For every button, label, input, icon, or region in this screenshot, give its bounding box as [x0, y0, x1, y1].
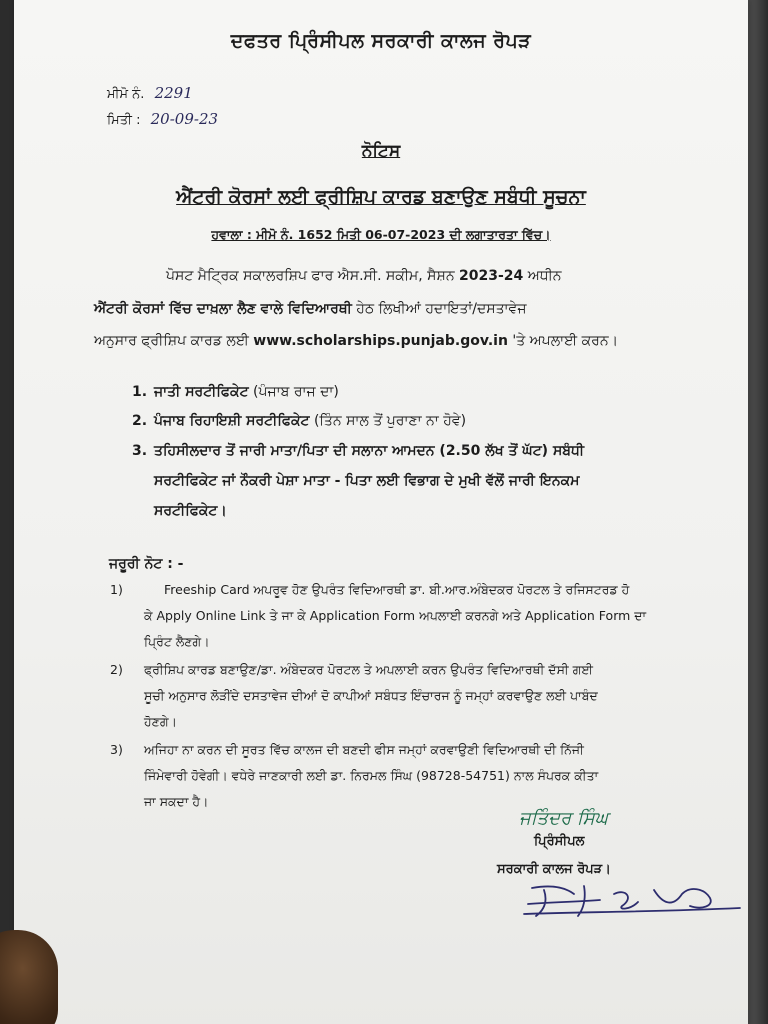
note-number-1: 1): [110, 582, 123, 597]
intro-line-3: ਅਨੁਸਾਰ ਫ੍ਰੀਸ਼ਿਪ ਕਾਰਡ ਲਈ www.scholarships.punjab.gov.in 'ਤੇ ਅਪਲਾਈ ਕਰਨ।: [94, 333, 619, 349]
scholarship-url: www.scholarships.punjab.gov.in: [253, 333, 508, 349]
document-item-1: 1. ਜਾਤੀ ਸਰਟੀਫਿਕੇਟ (ਪੰਜਾਬ ਰਾਜ ਦਾ): [132, 384, 339, 400]
document-item-3: 3. ਤਹਿਸੀਲਦਾਰ ਤੋਂ ਜਾਰੀ ਮਾਤਾ/ਪਿਤਾ ਦੀ ਸਲਾਨਾ ਆਮਦਨ (2.50 ਲੱਖ ਤੋਂ ਘੱਟ) ਸਬੰਧੀ: [132, 443, 585, 459]
note-3-line-3: ਜਾ ਸਕਦਾ ਹੈ।: [144, 794, 209, 809]
handwritten-initials: [514, 876, 744, 926]
note-3-line-1: ਅਜਿਹਾ ਨਾ ਕਰਨ ਦੀ ਸੂਰਤ ਵਿੱਚ ਕਾਲਜ ਦੀ ਬਣਦੀ ਫੀਸ ਜਮ੍ਹਾਂ ਕਰਵਾਉਣੀ ਵਿਦਿਆਰਥੀ ਦੀ ਨਿੱਜੀ: [144, 742, 584, 757]
date-label: ਮਿਤੀ :: [107, 113, 141, 128]
subject-heading: ਐਂਟਰੀ ਕੋਰਸਾਂ ਲਈ ਫ੍ਰੀਸ਼ਿਪ ਕਾਰਡ ਬਣਾਉਣ ਸਬੰਧੀ ਸੂਚਨਾ: [176, 186, 586, 208]
date-line: [107, 110, 218, 128]
office-title: ਦਫਤਰ ਪ੍ਰਿੰਸੀਪਲ ਸਰਕਾਰੀ ਕਾਲਜ ਰੋਪੜ: [230, 30, 532, 52]
notes-heading: ਜਰੂਰੀ ਨੋਟ : -: [109, 556, 184, 572]
principal-title: ਪ੍ਰਿੰਸੀਪਲ: [534, 834, 585, 849]
background-shadow: [748, 0, 768, 1024]
date-value: 20-09-23: [150, 110, 219, 128]
note-2-line-1: ਫ੍ਰੀਸ਼ਿਪ ਕਾਰਡ ਬਣਾਉਣ/ਡਾ. ਅੰਬੇਦਕਰ ਪੋਰਟਲ ਤੇ ਅਪਲਾਈ ਕਰਨ ਉਪਰੰਤ ਵਿਦਿਆਰਥੀ ਦੱਸੀ ਗਈ: [144, 662, 593, 677]
note-2-line-2: ਸੂਚੀ ਅਨੁਸਾਰ ਲੋੜੀਂਦੇ ਦਸਤਾਵੇਜ ਦੀਆਂ ਦੋ ਕਾਪੀਆਂ ਸਬੰਧਤ ਇੰਚਾਰਜ ਨੂੰ ਜਮ੍ਹਾਂ ਕਰਵਾਉਣ ਲਈ ਪਾਬੰਦ: [144, 688, 598, 703]
memo-label: ਮੀਮੋ ਨੰ.: [107, 87, 145, 102]
note-number-2: 2): [110, 662, 123, 677]
document-item-3-line-2: ਸਰਟੀਫਿਕੇਟ ਜਾਂ ਨੌਕਰੀ ਪੇਸ਼ਾ ਮਾਤਾ - ਪਿਤਾ ਲਈ ਵਿਭਾਗ ਦੇ ਮੁਖੀ ਵੱਲੋਂ ਜਾਰੀ ਇਨਕਮ: [154, 473, 580, 489]
principal-signature: ਜਤਿੰਦਰ ਸਿੰਘ: [519, 808, 609, 829]
notice-heading: ਨੋਟਿਸ: [361, 141, 401, 161]
notice-document: [14, 0, 748, 1024]
note-3-line-2: ਜਿੰਮੇਵਾਰੀ ਹੋਵੇਗੀ। ਵਧੇਰੇ ਜਾਣਕਾਰੀ ਲਈ ਡਾ. ਨਿਰਮਲ ਸਿੰਘ (98728-54751) ਨਾਲ ਸੰਪਰਕ ਕੀਤਾ: [144, 768, 599, 783]
note-number-3: 3): [110, 742, 123, 757]
intro-line-1: ਪੋਸਟ ਮੈਟ੍ਰਿਕ ਸਕਾਲਰਸ਼ਿਪ ਫਾਰ ਐਸ.ਸੀ. ਸਕੀਮ, ਸੈਸ਼ਨ 2023-24 ਅਧੀਨ: [166, 268, 562, 284]
memo-line: [107, 84, 193, 102]
document-item-3-line-3: ਸਰਟੀਫਿਕੇਟ।: [154, 503, 227, 519]
memo-number: 2291: [154, 84, 193, 102]
session-year: 2023-24: [459, 268, 524, 284]
note-1-line-2: ਕੇ Apply Online Link ਤੇ ਜਾ ਕੇ Application Form ਅਪਲਾਈ ਕਰਨਗੇ ਅਤੇ Application Form ਦਾ: [144, 608, 647, 623]
document-item-2: 2. ਪੰਜਾਬ ਰਿਹਾਇਸ਼ੀ ਸਰਟੀਫਿਕੇਟ (ਤਿੰਨ ਸਾਲ ਤੋਂ ਪੁਰਾਣਾ ਨਾ ਹੋਵੇ): [132, 413, 467, 429]
college-name: ਸਰਕਾਰੀ ਕਾਲਜ ਰੋਪੜ।: [497, 862, 611, 877]
note-1-line-3: ਪ੍ਰਿੰਟ ਲੈਣਗੇ।: [144, 634, 210, 649]
intro-line-2: ਐਂਟਰੀ ਕੋਰਸਾਂ ਵਿੱਚ ਦਾਖ਼ਲਾ ਲੈਣ ਵਾਲੇ ਵਿਦਿਆਰਥੀ ਹੇਠ ਲਿਖੀਆਂ ਹਦਾਇਤਾਂ/ਦਸਤਾਵੇਜ: [94, 301, 527, 317]
note-2-line-3: ਹੋਣਗੇ।: [144, 714, 177, 729]
note-1-line-1: Freeship Card ਅਪਰੂਵ ਹੋਣ ਉਪਰੰਤ ਵਿਦਿਆਰਥੀ ਡਾ. ਬੀ.ਆਰ.ਅੰਬੇਦਕਰ ਪੋਰਟਲ ਤੇ ਰਜਿਸਟਰਡ ਹੋ: [164, 582, 630, 597]
reference-line: ਹਵਾਲਾ : ਮੀਮੋ ਨੰ. 1652 ਮਿਤੀ 06-07-2023 ਦੀ ਲਗਾਤਾਰਤਾ ਵਿੱਚ।: [211, 227, 551, 242]
finger-thumb: [0, 930, 58, 1024]
